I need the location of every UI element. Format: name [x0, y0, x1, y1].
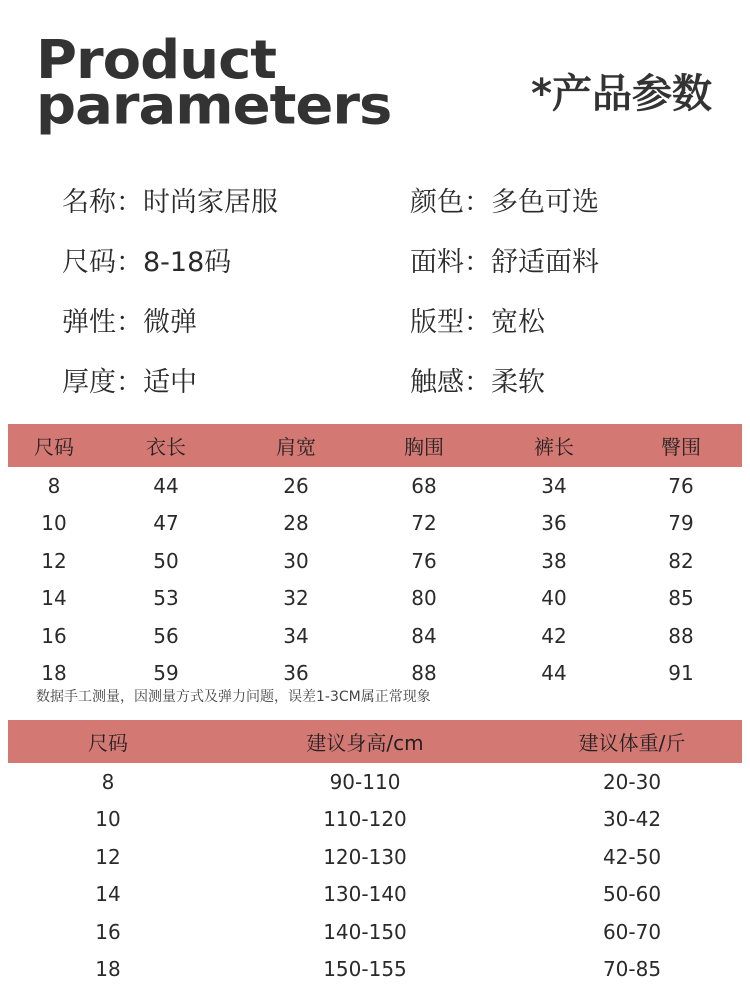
table-cell: 26	[283, 473, 309, 498]
table-cell: 38	[541, 548, 567, 573]
table-row	[8, 505, 742, 543]
table-cell: 50	[153, 548, 179, 573]
size-table-header	[8, 424, 742, 467]
table-row	[8, 580, 742, 618]
col-header: 建议体重/斤	[578, 731, 686, 755]
table-cell: 82	[668, 548, 694, 573]
table-cell: 80	[411, 586, 437, 611]
table-row	[8, 913, 742, 951]
table-cell: 120-130	[323, 844, 407, 869]
param-row	[0, 180, 750, 240]
table-cell: 40	[541, 586, 567, 611]
table-cell: 10	[95, 807, 121, 832]
table-cell: 18	[95, 957, 121, 982]
param-touch: 触感：柔软	[410, 367, 545, 398]
table-cell: 42-50	[602, 844, 662, 869]
param-size: 尺码：8-18码	[62, 247, 232, 278]
table-row	[8, 467, 742, 505]
table-cell: 76	[411, 548, 437, 573]
table-cell: 84	[411, 623, 437, 648]
table-cell: 79	[668, 511, 694, 536]
table-cell: 68	[411, 473, 437, 498]
table-cell: 28	[283, 511, 309, 536]
col-header: 衣长	[146, 435, 186, 459]
table-cell: 90-110	[329, 769, 401, 794]
table-row	[8, 801, 742, 839]
table-cell: 130-140	[323, 882, 407, 907]
table-cell: 50-60	[602, 882, 662, 907]
page-title-en	[36, 29, 392, 137]
table-cell: 12	[41, 548, 67, 573]
table-cell: 47	[153, 511, 179, 536]
fit-table-header	[8, 720, 742, 763]
col-header: 裤长	[534, 435, 574, 459]
table-cell: 44	[153, 473, 179, 498]
table-row	[8, 951, 742, 989]
title-line-parameters: parameters	[36, 75, 392, 137]
table-cell: 88	[668, 623, 694, 648]
page-title-cn: *产品参数	[531, 71, 712, 117]
param-row	[0, 300, 750, 360]
table-cell: 30	[283, 548, 309, 573]
param-fabric: 面料：舒适面料	[410, 247, 599, 278]
fit-table	[8, 720, 742, 988]
table-cell: 36	[541, 511, 567, 536]
table-cell: 20-30	[602, 769, 662, 794]
col-header: 建议身高/cm	[306, 731, 424, 755]
param-color: 颜色：多色可选	[410, 187, 599, 218]
table-cell: 32	[283, 586, 309, 611]
table-cell: 36	[283, 661, 309, 686]
col-header: 胸围	[404, 435, 444, 459]
table-cell: 34	[541, 473, 567, 498]
table-cell: 110-120	[323, 807, 407, 832]
table-cell: 85	[668, 586, 694, 611]
param-row	[0, 360, 750, 420]
title-line-product: Product	[36, 29, 277, 92]
table-row	[8, 876, 742, 914]
table-cell: 42	[541, 623, 567, 648]
table-cell: 72	[411, 511, 437, 536]
table-cell: 8	[47, 473, 61, 498]
table-row	[8, 763, 742, 801]
param-fit: 版型：宽松	[410, 307, 545, 338]
table-cell: 59	[153, 661, 179, 686]
table-cell: 91	[668, 661, 694, 686]
table-cell: 70-85	[602, 957, 662, 982]
table-cell: 60-70	[602, 919, 662, 944]
size-table	[8, 424, 742, 692]
table-cell: 44	[541, 661, 567, 686]
table-cell: 16	[95, 919, 121, 944]
table-cell: 12	[95, 844, 121, 869]
measurement-note: 数据手工测量，因测量方式及弹力问题，误差1-3CM属正常现象	[36, 689, 431, 705]
table-row	[8, 617, 742, 655]
param-elasticity: 弹性：微弹	[62, 307, 197, 338]
table-cell: 30-42	[602, 807, 662, 832]
col-header: 尺码	[34, 435, 74, 459]
table-cell: 16	[41, 623, 67, 648]
table-cell: 53	[153, 586, 179, 611]
product-params	[0, 180, 750, 420]
table-cell: 34	[283, 623, 309, 648]
param-name: 名称：时尚家居服	[62, 187, 278, 218]
table-cell: 14	[41, 586, 67, 611]
table-cell: 14	[95, 882, 121, 907]
col-header: 肩宽	[276, 435, 316, 459]
table-row	[8, 542, 742, 580]
table-cell: 140-150	[323, 919, 407, 944]
param-row	[0, 240, 750, 300]
table-cell: 10	[41, 511, 67, 536]
table-cell: 76	[668, 473, 694, 498]
table-cell: 56	[153, 623, 179, 648]
col-header: 臀围	[661, 435, 701, 459]
table-cell: 18	[41, 661, 67, 686]
param-thickness: 厚度：适中	[62, 367, 197, 398]
col-header: 尺码	[88, 731, 128, 755]
table-cell: 8	[101, 769, 115, 794]
table-row	[8, 838, 742, 876]
table-cell: 88	[411, 661, 437, 686]
table-cell: 150-155	[323, 957, 407, 982]
